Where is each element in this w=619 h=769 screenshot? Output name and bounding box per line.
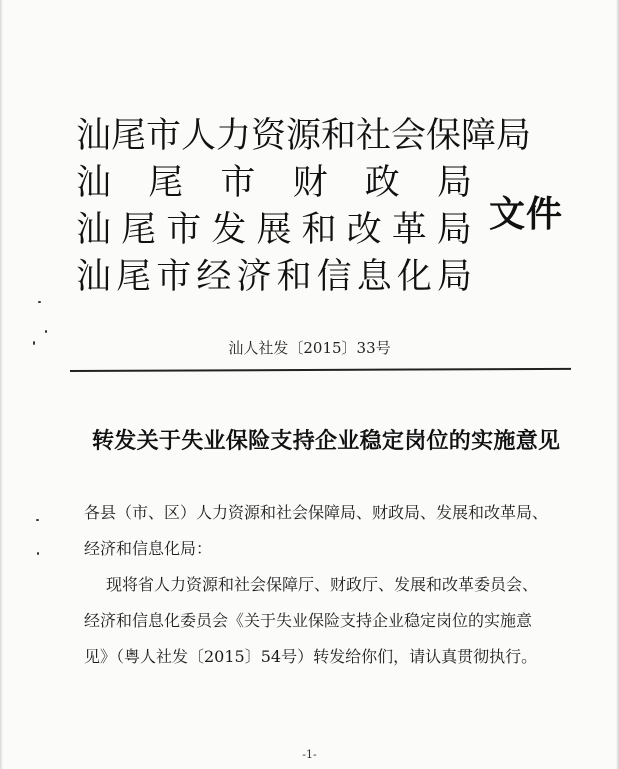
- agency-char: 尾: [116, 257, 152, 297]
- agency-char: 济: [236, 257, 272, 297]
- agency-char: 局: [436, 163, 472, 203]
- agency-char: 和: [301, 210, 337, 250]
- agency-char: 汕: [76, 257, 112, 297]
- agency-char: 尾: [121, 210, 157, 250]
- document-type-label: 文件: [489, 194, 564, 235]
- agency-char: 尾: [148, 163, 184, 203]
- agency-char: 息: [356, 257, 392, 297]
- scan-speck: [38, 301, 41, 303]
- page-number: -1-: [302, 748, 317, 761]
- agency-char: 局: [436, 210, 472, 250]
- document-title: 转发关于失业保险支持企业稳定岗位的实施意见: [92, 429, 561, 454]
- body-paragraph-line: 现将省人力资源和社会保障厅、财政厅、发展和改革委员会、: [106, 575, 539, 594]
- agency-line-development-reform: [76, 207, 472, 254]
- recipients-line: 经济和信息化局：: [84, 539, 213, 558]
- agency-char: 汕: [76, 163, 112, 203]
- scan-speck: [33, 341, 35, 345]
- scan-speck: [36, 519, 39, 521]
- agency-line-finance: [76, 160, 472, 207]
- agency-char: 革: [391, 210, 427, 250]
- scan-shadow-left: [0, 0, 3, 769]
- agency-char: 和: [276, 257, 312, 297]
- agency-char: 政: [364, 163, 400, 203]
- agency-char: 市: [220, 163, 256, 203]
- agency-char: 展: [256, 210, 292, 250]
- agency-char: 改: [346, 210, 382, 250]
- body-paragraph-line: 经济和信息化委员会《关于失业保险支持企业稳定岗位的实施意: [84, 611, 533, 630]
- body-paragraph-line: 见》（粤人社发〔2015〕54号）转发给你们，请认真贯彻执行。: [84, 647, 538, 666]
- document-body: [84, 495, 584, 675]
- agency-char: 市: [156, 257, 192, 297]
- agency-char: 信: [316, 257, 352, 297]
- agency-line-economy-it: [76, 254, 472, 301]
- agency-char: 汕: [76, 210, 112, 250]
- scan-speck: [37, 552, 39, 555]
- agency-char: 财: [292, 163, 328, 203]
- agency-char: 化: [396, 257, 432, 297]
- agency-line-hr-social-security: 汕尾市人力资源和社会保障局: [76, 116, 532, 156]
- scan-speck: [45, 330, 47, 333]
- header-divider: [70, 368, 571, 372]
- agency-char: 市: [166, 210, 202, 250]
- agency-char: 发: [211, 210, 247, 250]
- recipients-line: 各县（市、区）人力资源和社会保障局、财政局、发展和改革局、: [84, 503, 549, 522]
- agency-char: 经: [196, 257, 232, 297]
- document-number: 汕人社发〔2015〕33号: [228, 339, 391, 357]
- agency-char: 局: [436, 257, 472, 297]
